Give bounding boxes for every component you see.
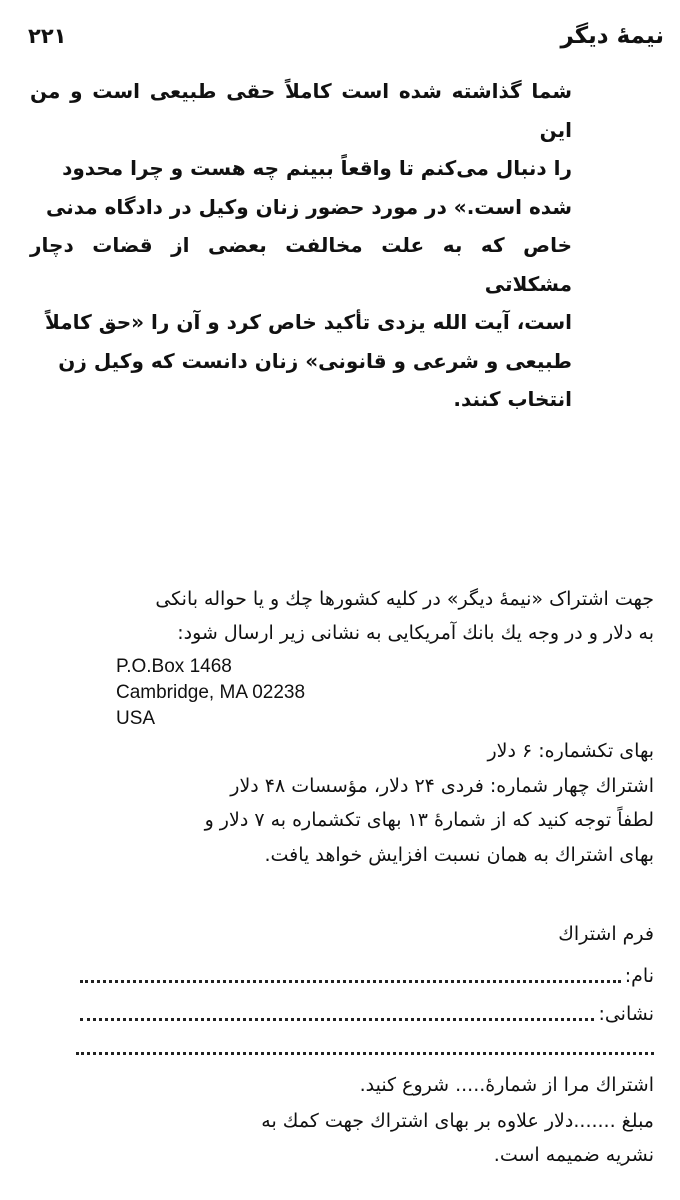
address-line: USA — [116, 708, 156, 729]
price-list — [20, 734, 654, 872]
price-line: بهای اشتراك به همان نسبت افزایش خواهد یافت. — [264, 843, 654, 866]
address-fill-line-2[interactable] — [76, 1052, 654, 1055]
subscription-line: جهت اشتراک «نیمهٔ دیگر» در کلیه کشورها چك و یا حواله بانکی — [155, 588, 654, 610]
article-line: خاص که به علت مخالفت بعضی از قضات دچار مشکلاتی — [30, 233, 572, 296]
price-line: بهای تکشماره: ۶ دلار — [487, 740, 654, 762]
article-line: انتخاب کنند. — [453, 387, 572, 411]
subscription-line: به دلار و در وجه یك بانك آمریکایی به نشانی زیر ارسال شود: — [177, 622, 654, 644]
running-head — [28, 18, 664, 54]
article-line: را دنبال می‌کنم تا واقعاً ببینم چه هست و چرا محدود — [62, 156, 572, 180]
article-line: شده است.» در مورد حضور زنان وکیل در دادگاه مدنی — [45, 194, 572, 219]
journal-title: نیمهٔ دیگر — [560, 23, 664, 49]
address-line: Cambridge, MA 02238 — [116, 682, 306, 703]
donation-line: مبلغ .......دلار علاوه بر بهای اشتراك جهت کمك به — [261, 1110, 654, 1132]
address-field-row — [20, 994, 654, 1030]
article-paragraph — [30, 72, 572, 419]
article-line: شما گذاشته شده است کاملاً حقی طبیعی است و من این — [30, 79, 572, 142]
form-title: فرم اشتراك — [558, 923, 654, 945]
subscription-notice — [20, 582, 654, 650]
start-issue-line: اشتراك مرا از شمارهٔ..... شروع کنید. — [359, 1074, 654, 1096]
page-number: ۲۲۱ — [28, 24, 67, 48]
price-line: اشتراك چهار شماره: فردی ۲۴ دلار، مؤسسات ۴۸ دلار — [230, 774, 654, 797]
name-field-row — [20, 956, 654, 992]
name-label: نام: — [624, 965, 654, 987]
price-line: لطفاً توجه کنید که از شمارهٔ ۱۳ بهای تکشماره به ۷ دلار و — [204, 809, 654, 831]
address-fill-line[interactable] — [80, 1018, 594, 1021]
mailing-address — [116, 654, 305, 732]
article-line: است، آیت الله یزدی تأکید خاص کرد و آن را «حق کاملاً — [45, 310, 572, 334]
address-continuation-row — [20, 1028, 654, 1064]
address-line: P.O.Box 1468 — [116, 656, 232, 677]
name-fill-line[interactable] — [80, 980, 621, 983]
address-label: نشانی: — [598, 1003, 654, 1025]
donation-line: نشریه ضمیمه است. — [493, 1144, 654, 1166]
article-line: طبیعی و شرعی و قانونی» زنان دانست که وکیل زن — [58, 348, 572, 373]
